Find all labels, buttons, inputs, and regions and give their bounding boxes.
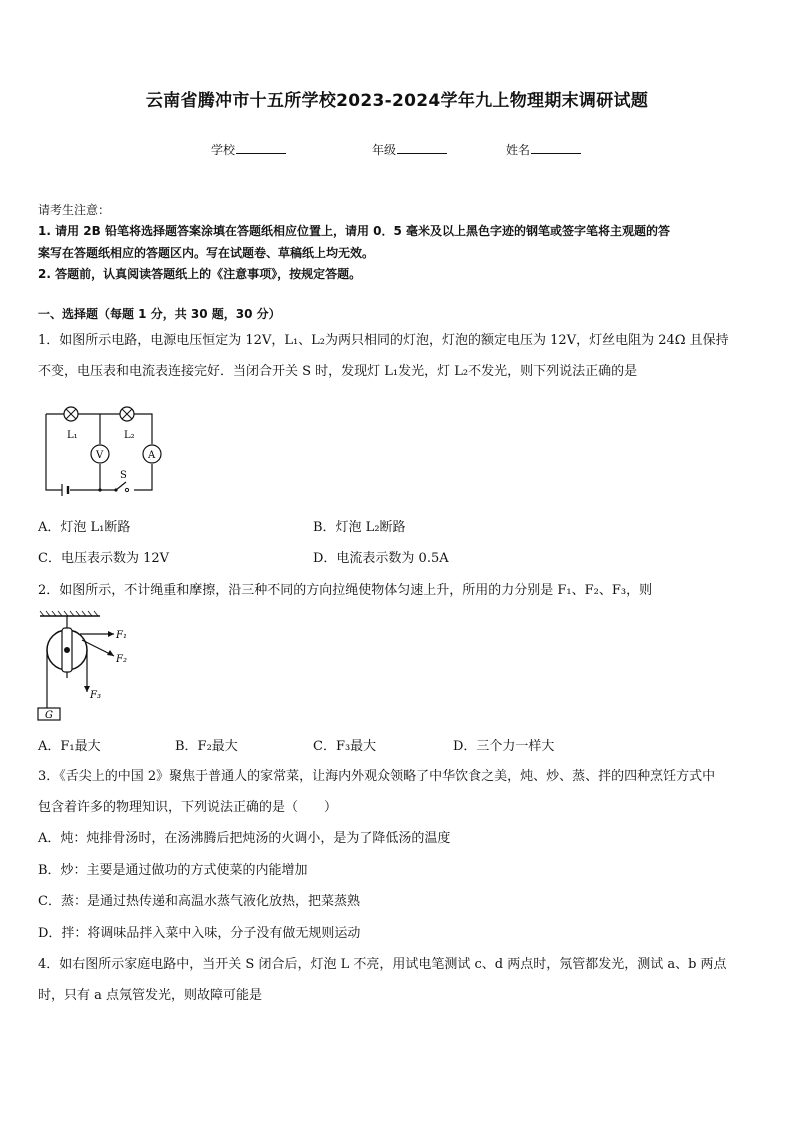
notice-item1-line2: 案写在答题纸相应的答题区内。写在试题卷、草稿纸上均无效。	[38, 246, 375, 260]
label-l1: L₁	[67, 430, 78, 441]
q3-option-c[interactable]: C．蒸：是通过热传递和高温水蒸气液化放热，把菜蒸熟	[38, 894, 360, 909]
q4-stem-line2: 时，只有 a 点氖管发光，则故障可能是	[38, 988, 263, 1003]
q1-stem-line1: 1．如图所示电路，电源电压恒定为 12V，L₁、L₂为两只相同的灯泡，灯泡的额定电压为 12V，灯丝电阻为 24Ω 且保持	[38, 333, 729, 348]
notice-item1-line1: 1. 请用 2B 铅笔将选择题答案涂填在答题纸相应位置上，请用 0．5 毫米及以上黑色字迹的钢笔或签字笔将主观题的答	[38, 224, 670, 238]
school-blank[interactable]	[236, 142, 286, 154]
label-f1: F₁	[116, 630, 127, 641]
q3-option-b[interactable]: B．炒：主要是通过做功的方式使菜的内能增加	[38, 863, 308, 878]
school-label: 学校	[211, 143, 236, 157]
q1-option-b[interactable]: B．灯泡 L₂断路	[313, 520, 406, 535]
q1-stem-line2: 不变，电压表和电流表连接完好．当闭合开关 S 时，发现灯 L₁发光，灯 L₂不发光，则下列说法正确的是	[38, 364, 638, 379]
name-blank[interactable]	[531, 142, 581, 154]
q1-circuit-diagram	[38, 398, 168, 498]
label-a: A	[148, 450, 156, 461]
label-g: G	[45, 710, 53, 721]
q2-stem-line1: 2．如图所示，不计绳重和摩擦，沿三种不同的方向拉绳使物体匀速上升，所用的力分别是 F₁、F₂、F₃，则	[38, 583, 653, 598]
q2-option-a[interactable]: A．F₁最大	[38, 739, 101, 754]
section1-heading: 一、选择题（每题 1 分，共 30 题，30 分）	[38, 307, 281, 321]
school-field[interactable]	[211, 141, 286, 158]
q3-option-d[interactable]: D．拌：将调味品拌入菜中入味，分子没有做无规则运动	[38, 926, 361, 941]
q3-stem-line2: 包含着许多的物理知识，下列说法正确的是（ ）	[38, 800, 338, 815]
q4-stem-line1: 4．如右图所示家庭电路中，当开关 S 闭合后，灯泡 L 不亮，用试电笔测试 c、d 两点时，氖管都发光，测试 a、b 两点	[38, 957, 727, 972]
q2-option-d[interactable]: D．三个力一样大	[453, 739, 555, 754]
label-l2: L₂	[124, 430, 135, 441]
notice-heading: 请考生注意：	[38, 203, 111, 217]
label-f2: F₂	[116, 654, 127, 665]
label-f3: F₃	[90, 690, 101, 701]
label-s: S	[120, 470, 127, 481]
grade-blank[interactable]	[397, 142, 447, 154]
notice-item2: 2. 答题前，认真阅读答题纸上的《注意事项》，按规定答题。	[38, 267, 362, 281]
q1-option-c[interactable]: C．电压表示数为 12V	[38, 551, 170, 566]
grade-field[interactable]	[372, 141, 447, 158]
label-v: V	[96, 450, 104, 461]
exam-title: 云南省腾冲市十五所学校2023-2024学年九上物理期末调研试题	[145, 91, 649, 111]
q2-option-b[interactable]: B．F₂最大	[175, 739, 238, 754]
q2-option-c[interactable]: C．F₃最大	[313, 739, 377, 754]
name-label: 姓名	[506, 143, 531, 157]
q3-stem-line1: 3．《舌尖上的中国 2》聚焦于普通人的家常菜，让海内外观众领略了中华饮食之美，炖、炒、蒸、拌的四种烹饪方式中	[38, 769, 716, 784]
q1-option-d[interactable]: D．电流表示数为 0.5A	[313, 551, 449, 566]
q2-pulley-diagram	[36, 610, 136, 726]
grade-label: 年级	[372, 143, 397, 157]
q1-option-a[interactable]: A．灯泡 L₁断路	[38, 520, 131, 535]
name-field[interactable]	[506, 141, 581, 158]
q3-option-a[interactable]: A．炖：炖排骨汤时，在汤沸腾后把炖汤的火调小，是为了降低汤的温度	[38, 831, 451, 846]
student-info-fields	[0, 141, 794, 161]
